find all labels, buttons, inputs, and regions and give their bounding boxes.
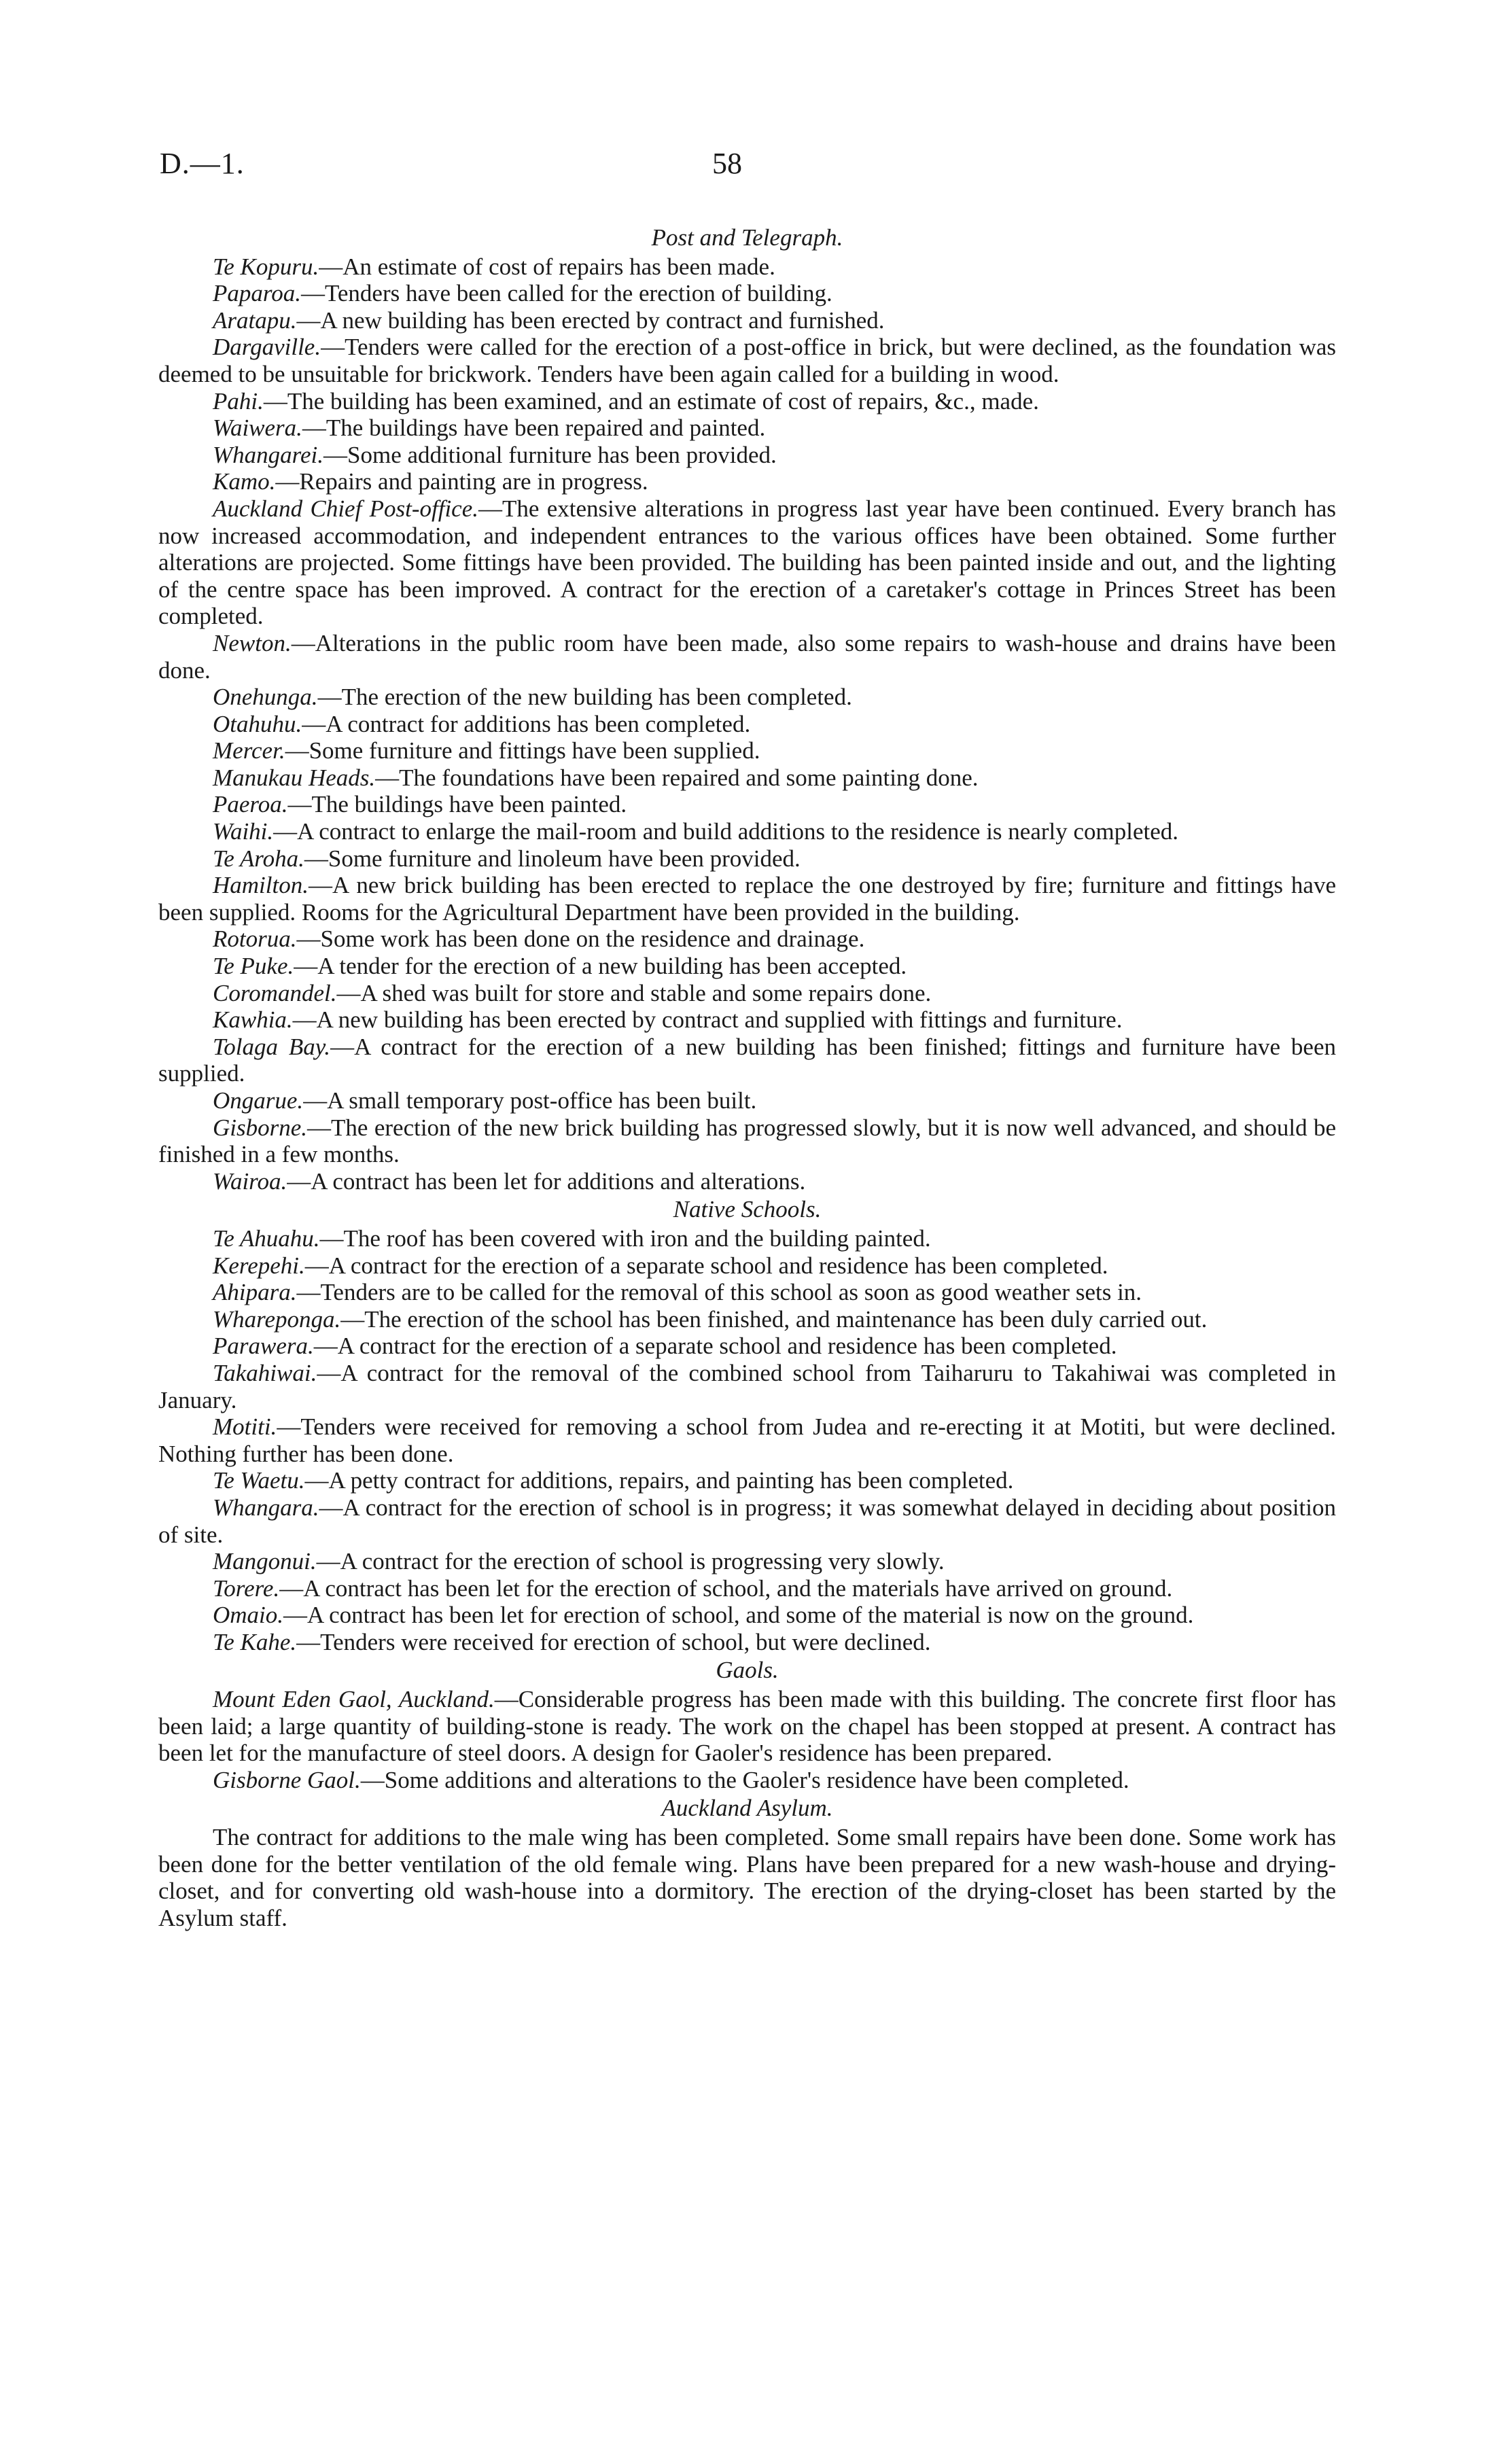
entry-text: —A petty contract for additions, repairs, and painting has been completed. xyxy=(304,1467,1014,1494)
place-name: Kamo. xyxy=(213,468,276,495)
entry-paragraph xyxy=(158,388,1336,415)
entry-paragraph xyxy=(158,845,1336,873)
entry-text: —A contract for the erection of school is progressing very slowly. xyxy=(316,1548,945,1575)
place-name: Takahiwai. xyxy=(213,1359,317,1386)
entry-paragraph xyxy=(158,1467,1336,1494)
entry-paragraph xyxy=(158,1168,1336,1195)
entry-text: —The buildings have been painted. xyxy=(287,791,627,818)
entry-paragraph xyxy=(158,442,1336,469)
place-name: Onehunga. xyxy=(213,684,318,711)
entry-paragraph xyxy=(158,1034,1336,1087)
entry-paragraph xyxy=(158,1279,1336,1306)
place-name: Te Aroha. xyxy=(213,845,304,872)
place-name: Coromandel. xyxy=(213,979,337,1006)
place-name: Pahi. xyxy=(213,387,264,415)
entry-text: —A contract for the erection of school is in progress; it was somewhat delayed in deciding about position of site. xyxy=(158,1494,1336,1548)
place-name: Aratapu. xyxy=(213,306,297,334)
place-name: Whareponga. xyxy=(213,1305,341,1333)
entry-paragraph xyxy=(158,1006,1336,1034)
entry-paragraph xyxy=(158,1413,1336,1467)
entry-text: —Some furniture and linoleum have been provided. xyxy=(304,845,801,872)
entry-paragraph xyxy=(158,1306,1336,1333)
place-name: Ahipara. xyxy=(213,1279,297,1306)
entry-paragraph xyxy=(158,307,1336,334)
entry-text: —A new building has been erected by contract and furnished. xyxy=(296,306,885,334)
place-name: Omaio. xyxy=(213,1602,284,1629)
entry-paragraph xyxy=(158,684,1336,711)
entry-text: —A contract for the erection of a separate school and residence has been completed. xyxy=(304,1252,1108,1279)
entry-text: —The roof has been covered with iron and the building painted. xyxy=(319,1225,931,1252)
entry-text: —A small temporary post-office has been built. xyxy=(303,1087,757,1114)
place-name: Manukau Heads. xyxy=(213,764,376,791)
entry-text: The contract for additions to the male wing has been completed. Some small repairs have been done. Some work has been done for the better ventilation of the old female wing. Plans have been prepared for a new wash-house and drying-closet, and for converting old wash-house into a dormitory. The erection of the drying-closet has been started by the Asylum staff. xyxy=(158,1824,1336,1931)
entry-text: —Some work has been done on the residence and drainage. xyxy=(296,926,865,953)
section xyxy=(158,1657,1336,1793)
entry-text: —A contract for the erection of a separate school and residence has been completed. xyxy=(313,1333,1117,1360)
entry-text: —A contract has been let for erection of school, and some of the material is now on the ground. xyxy=(283,1602,1194,1629)
place-name: Otahuhu. xyxy=(213,710,302,737)
page-body xyxy=(158,223,1336,1931)
entry-text: —Tenders were called for the erection of a post-office in brick, but were declined, as the foundation was deemed to be unsuitable for brickwork. Tenders have been again called for a building in wood. xyxy=(158,334,1336,387)
place-name: Auckland Chief Post-office. xyxy=(213,495,478,522)
entry-paragraph xyxy=(158,1360,1336,1413)
place-name: Kawhia. xyxy=(213,1006,293,1034)
entry-text: —Repairs and painting are in progress. xyxy=(275,468,648,495)
entry-text: —Alterations in the public room have been made, also some repairs to wash-house and drains have been done. xyxy=(158,629,1336,684)
entry-text: —A tender for the erection of a new building has been accepted. xyxy=(294,953,907,980)
page-header xyxy=(0,146,1493,187)
entry-text: —Tenders were received for removing a school from Judea and re-erecting it at Motiti, but were declined. Nothing further has been done. xyxy=(158,1413,1336,1467)
section xyxy=(158,224,1336,1195)
entry-text: —Tenders have been called for the erection of building. xyxy=(300,280,832,307)
entry-text: —Tenders were received for erection of school, but were declined. xyxy=(296,1628,931,1655)
place-name: Parawera. xyxy=(213,1333,314,1360)
entry-paragraph xyxy=(158,1629,1336,1656)
page-number: 58 xyxy=(712,147,742,180)
entry-paragraph xyxy=(158,630,1336,684)
entry-text: —Tenders are to be called for the removal of this school as soon as good weather sets in. xyxy=(296,1279,1142,1306)
entry-paragraph xyxy=(158,872,1336,926)
entry-text: —The erection of the new brick building has progressed slowly, but it is now well advanced, and should be finished in a few months. xyxy=(158,1114,1336,1168)
place-name: Waiwera. xyxy=(213,415,302,442)
place-name: Gisborne Gaol. xyxy=(213,1766,361,1793)
section xyxy=(158,1196,1336,1655)
section-heading: Gaols. xyxy=(716,1657,779,1684)
entry-paragraph xyxy=(158,1548,1336,1575)
place-name: Mangonui. xyxy=(213,1548,317,1575)
place-name: Torere. xyxy=(213,1574,280,1602)
place-name: Mount Eden Gaol, Auckland. xyxy=(213,1686,495,1713)
entry-paragraph xyxy=(158,791,1336,818)
entry-text: —A contract for additions has been completed. xyxy=(302,710,751,737)
place-name: Gisborne. xyxy=(213,1114,308,1141)
entry-paragraph xyxy=(158,253,1336,281)
place-name: Te Kopuru. xyxy=(213,253,319,280)
place-name: Paparoa. xyxy=(213,280,301,307)
entry-paragraph xyxy=(158,1824,1336,1931)
entry-text: —Some additions and alterations to the Gaoler's residence have been completed. xyxy=(360,1766,1129,1793)
place-name: Te Puke. xyxy=(213,953,294,980)
place-name: Te Waetu. xyxy=(213,1467,305,1494)
entry-paragraph xyxy=(158,1114,1336,1168)
place-name: Kerepehi. xyxy=(213,1252,305,1279)
entry-paragraph xyxy=(158,495,1336,630)
entry-paragraph xyxy=(158,415,1336,442)
entry-paragraph xyxy=(158,818,1336,845)
place-name: Newton. xyxy=(213,629,292,656)
entry-paragraph xyxy=(158,737,1336,764)
entry-paragraph xyxy=(158,1087,1336,1114)
place-name: Whangarei. xyxy=(213,441,323,468)
entry-paragraph xyxy=(158,468,1336,495)
entry-text: —A new brick building has been erected to replace the one destroyed by fire; furniture and fittings have been supplied. Rooms for the Agricultural Department have been provided in the building. xyxy=(158,872,1336,926)
place-name: Te Ahuahu. xyxy=(213,1225,320,1252)
entry-paragraph xyxy=(158,980,1336,1007)
entry-text: —A contract has been let for additions and alterations. xyxy=(287,1167,806,1195)
place-name: Mercer. xyxy=(213,737,285,764)
entry-text: —The erection of the new building has been completed. xyxy=(317,684,852,711)
entry-text: —An estimate of cost of repairs has been made. xyxy=(319,253,775,280)
entry-text: —The extensive alterations in progress last year have been continued. Every branch has now increased accommodation, and independent entrances to the various offices have been obtained. Some further alterations are projected. Some fittings have been provided. The building has been painted inside and out, and the lighting of the centre space has been improved. A contract for the erection of a caretaker's cottage in Princes Street has been completed. xyxy=(158,495,1336,630)
place-name: Waihi. xyxy=(213,818,274,845)
entry-text: —The buildings have been repaired and painted. xyxy=(302,415,766,442)
entry-text: —Considerable progress has been made with this building. The concrete first floor has been laid; a large quantity of building-stone is ready. The work on the chapel has been stopped at present. A contract has been let for the manufacture of steel doors. A design for Gaoler's residence has been prepared. xyxy=(158,1686,1336,1767)
entry-text: —A contract for the removal of the combined school from Taiharuru to Takahiwai was completed in January. xyxy=(158,1359,1336,1413)
entry-paragraph xyxy=(158,1602,1336,1629)
entry-paragraph xyxy=(158,1575,1336,1602)
place-name: Ongarue. xyxy=(213,1087,304,1114)
entry-paragraph xyxy=(158,764,1336,792)
entry-paragraph xyxy=(158,280,1336,307)
place-name: Wairoa. xyxy=(213,1167,287,1195)
entry-text: —A contract to enlarge the mail-room and build additions to the residence is nearly completed. xyxy=(273,818,1179,845)
entry-paragraph xyxy=(158,1225,1336,1252)
place-name: Rotorua. xyxy=(213,926,297,953)
place-name: Tolaga Bay. xyxy=(213,1033,331,1060)
entry-text: —A shed was built for store and stable and some repairs done. xyxy=(336,979,932,1006)
entry-paragraph xyxy=(158,1494,1336,1548)
entry-paragraph xyxy=(158,953,1336,980)
entry-paragraph xyxy=(158,1767,1336,1794)
entry-text: —The foundations have been repaired and some painting done. xyxy=(375,764,979,791)
entry-text: —A contract has been let for the erection of school, and the materials have arrived on ground. xyxy=(279,1574,1173,1602)
entry-text: —A new building has been erected by contract and supplied with fittings and furniture. xyxy=(292,1006,1123,1034)
section xyxy=(158,1795,1336,1931)
entry-paragraph xyxy=(158,926,1336,953)
place-name: Paeroa. xyxy=(213,791,288,818)
entry-paragraph xyxy=(158,711,1336,738)
section-heading: Auckland Asylum. xyxy=(661,1795,833,1822)
entry-text: —The building has been examined, and an estimate of cost of repairs, &c., made. xyxy=(263,387,1039,415)
place-name: Hamilton. xyxy=(213,872,309,899)
section-heading: Native Schools. xyxy=(673,1196,822,1223)
place-name: Motiti. xyxy=(213,1413,277,1441)
place-name: Dargaville. xyxy=(213,334,321,361)
entry-paragraph xyxy=(158,1252,1336,1280)
place-name: Whangara. xyxy=(213,1494,319,1521)
entry-paragraph xyxy=(158,334,1336,387)
section-heading: Post and Telegraph. xyxy=(651,224,843,251)
place-name: Te Kahe. xyxy=(213,1628,297,1655)
document-id: D.—1. xyxy=(160,147,245,180)
entry-text: —Some furniture and fittings have been supplied. xyxy=(285,737,760,764)
entry-paragraph xyxy=(158,1686,1336,1767)
entry-text: —The erection of the school has been finished, and maintenance has been duly carried out. xyxy=(340,1305,1208,1333)
entry-text: —Some additional furniture has been provided. xyxy=(323,441,777,468)
entry-text: —A contract for the erection of a new building has been finished; fittings and furniture have been supplied. xyxy=(158,1033,1336,1087)
entry-paragraph xyxy=(158,1333,1336,1360)
